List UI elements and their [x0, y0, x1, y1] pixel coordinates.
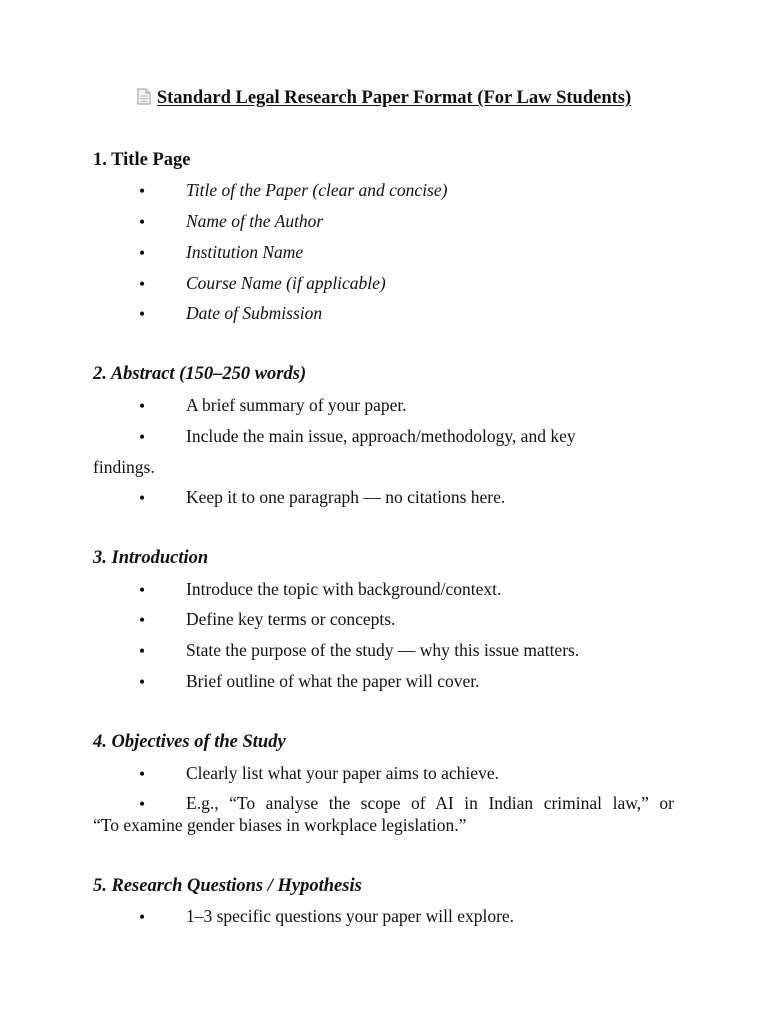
page-icon	[137, 88, 151, 111]
list-item: Clearly list what your paper aims to achieve.	[186, 763, 499, 783]
bullet: •	[139, 181, 146, 201]
list-item: Keep it to one paragraph — no citations here.	[186, 487, 506, 507]
bullet: •	[139, 304, 146, 324]
list-item-continuation: findings.	[93, 457, 155, 477]
bullet: •	[139, 907, 146, 927]
list-item: Institution Name	[186, 242, 304, 262]
bullet: •	[139, 580, 146, 600]
bullet: •	[139, 672, 146, 692]
list-item: Course Name (if applicable)	[186, 273, 386, 293]
bullet: •	[139, 794, 146, 814]
list-item: Brief outline of what the paper will cover.	[186, 671, 480, 691]
document-title	[0, 88, 768, 111]
document-title-text: Standard Legal Research Paper Format (For Law Students)	[156, 88, 632, 108]
bullet: •	[139, 274, 146, 294]
section-heading-introduction: 3. Introduction	[93, 548, 209, 568]
bullet: •	[139, 764, 146, 784]
list-item: A brief summary of your paper.	[186, 395, 407, 415]
section-heading-research-questions: 5. Research Questions / Hypothesis	[93, 876, 362, 896]
list-item: Define key terms or concepts.	[186, 609, 396, 629]
section-heading-title-page: 1. Title Page	[93, 150, 191, 170]
bullet: •	[139, 610, 146, 630]
list-item: Include the main issue, approach/methodology, and key	[186, 426, 576, 446]
list-item: Introduce the topic with background/context.	[186, 579, 502, 599]
section-heading-objectives: 4. Objectives of the Study	[93, 732, 286, 752]
list-item: State the purpose of the study — why this issue matters.	[186, 640, 580, 660]
list-item-continuation: “To examine gender biases in workplace legislation.”	[93, 815, 467, 835]
list-item: Date of Submission	[186, 303, 323, 323]
bullet: •	[139, 488, 146, 508]
bullet: •	[139, 396, 146, 416]
bullet: •	[139, 641, 146, 661]
bullet: •	[139, 243, 146, 263]
bullet: •	[139, 212, 146, 232]
section-heading-abstract: 2. Abstract (150–250 words)	[93, 364, 307, 384]
list-item: E.g., “To analyse the scope of AI in Indian criminal law,” or	[186, 793, 674, 813]
list-item: 1–3 specific questions your paper will explore.	[186, 906, 515, 926]
bullet: •	[139, 427, 146, 447]
list-item: Title of the Paper (clear and concise)	[186, 180, 448, 200]
list-item: Name of the Author	[186, 211, 324, 231]
